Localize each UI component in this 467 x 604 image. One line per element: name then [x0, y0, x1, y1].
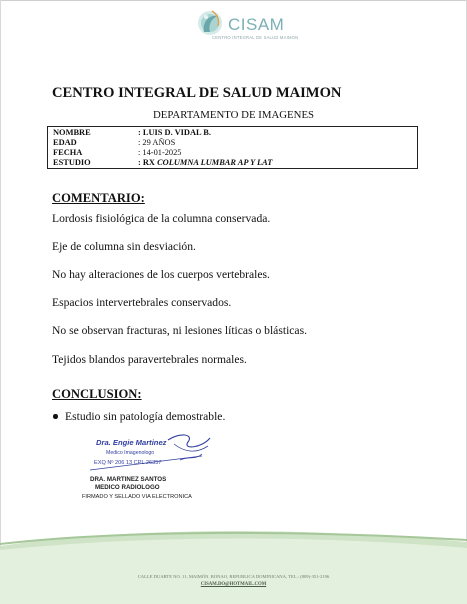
footer-wave-decoration [0, 520, 467, 604]
comentario-paragraph: Eje de columna sin desviación. [52, 240, 196, 253]
comentario-paragraph: Espacios intervertebrales conservados. [52, 296, 232, 309]
footer-address: CALLE DUARTE NO. 11, MAIMÓN, BONAO, REPUBLICA DOMINICANA, TEL.: (809)-351-2196 [137, 574, 330, 579]
page-border-left [0, 0, 1, 604]
comentario-paragraph: Lordosis fisiológica de la columna conservada. [52, 212, 271, 225]
patient-value: : LUIS D. VIDAL B. [138, 128, 211, 137]
comentario-paragraph: Tejidos blandos paravertebrales normales. [52, 353, 247, 366]
department-title: DEPARTAMENTO DE IMAGENES [153, 109, 315, 121]
signature-note: FIRMADO Y SELLADO VIA ELECTRONICA [82, 494, 192, 500]
patient-label: FECHA [53, 148, 83, 157]
footer-email-link[interactable]: CISAM.DO@HOTMAIL.COM [200, 582, 267, 587]
patient-value: : 14-01-2025 [138, 148, 182, 157]
signer-name: DRA. MARTINEZ SANTOS [90, 476, 167, 483]
cisam-logo [188, 6, 298, 46]
patient-label: NOMBRE [53, 128, 91, 137]
logo-subtitle: CENTRO INTEGRAL DE SALUD MAIMON [212, 35, 299, 40]
patient-value [138, 158, 272, 167]
study-type: : RX [138, 158, 155, 167]
conclusion-item-text: Estudio sin patología demostrable. [65, 410, 226, 423]
comentario-paragraph: No se observan fracturas, ni lesiones líticas o blásticas. [52, 324, 307, 337]
doctor-stamp [84, 430, 214, 475]
patient-label: EDAD [53, 138, 77, 147]
comentario-heading: COMENTARIO: [52, 191, 145, 205]
institution-title: CENTRO INTEGRAL DE SALUD MAIMON [52, 85, 342, 101]
conclusion-heading: CONCLUSION: [52, 387, 142, 401]
patient-info-box [47, 126, 418, 169]
stamp-doctor-name: Dra. Engie Martinez [96, 438, 167, 447]
stamp-license-ids: EXQ Nº 206 13 CPL 26357 [94, 460, 162, 466]
signer-role: MEDICO RADIOLOGO [95, 484, 160, 491]
bullet-icon [53, 414, 58, 419]
study-description: COLUMNA LUMBAR AP Y LAT [157, 158, 273, 167]
conclusion-item [65, 410, 225, 423]
logo-wordmark: CISAM [228, 15, 285, 34]
patient-label: ESTUDIO [53, 158, 91, 167]
comentario-paragraph: No hay alteraciones de los cuerpos vertebrales. [52, 268, 270, 281]
page-border-top [0, 0, 467, 1]
stamp-doctor-role: Medico Imagenologo [106, 450, 155, 456]
patient-value: : 29 AÑOS [138, 138, 176, 147]
